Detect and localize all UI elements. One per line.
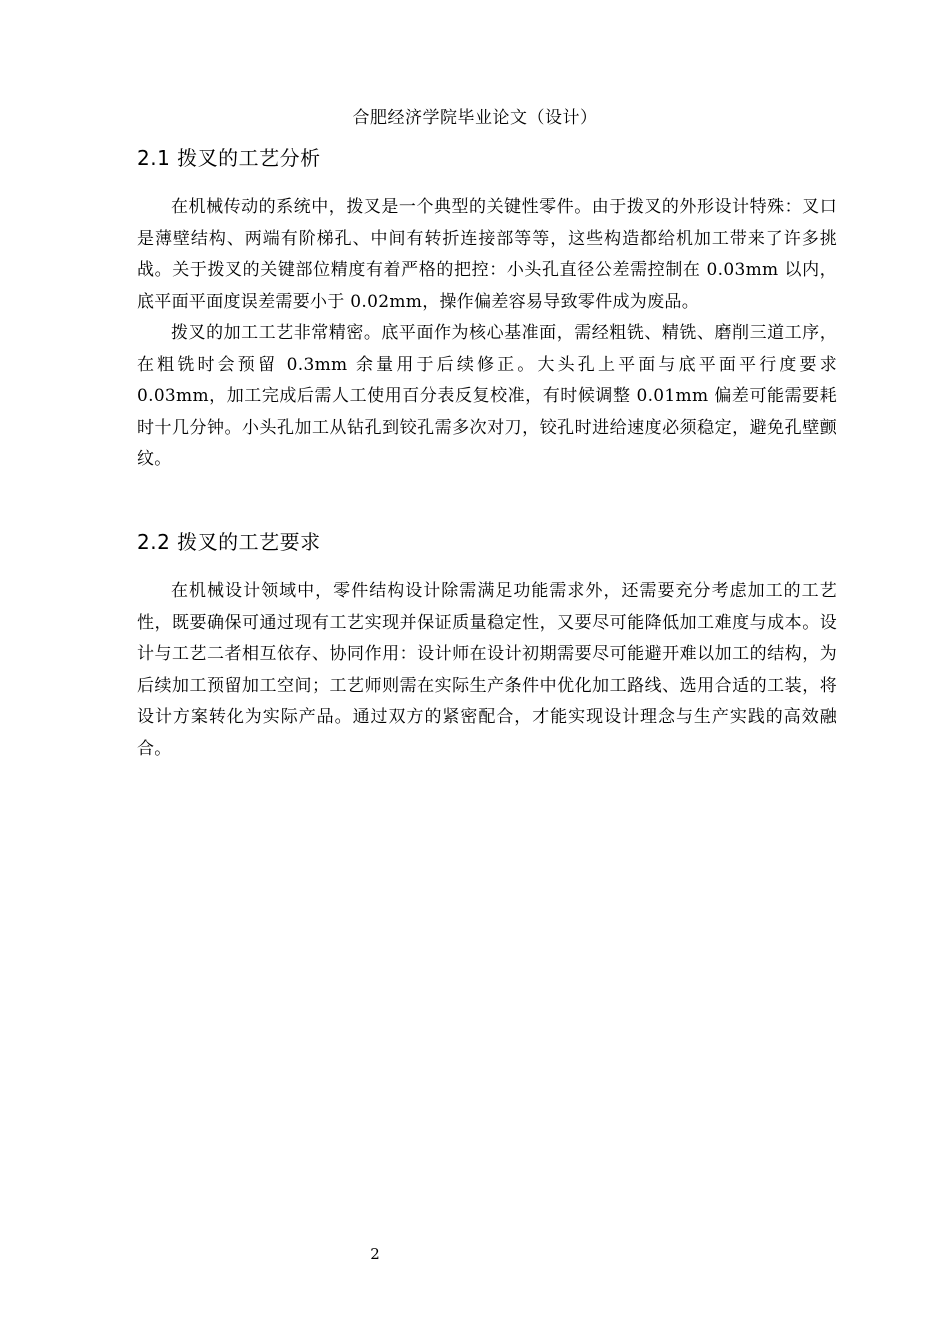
running-header: 合肥经济学院毕业论文（设计） bbox=[352, 108, 598, 128]
section-heading: 2.2 拨叉的工艺要求 bbox=[137, 530, 321, 554]
page-number: 2 bbox=[370, 1245, 380, 1263]
section-heading: 2.1 拨叉的工艺分析 bbox=[137, 146, 321, 170]
paragraph: 在机械传动的系统中，拨叉是一个典型的关键性零件。由于拨叉的外形设计特殊：叉口是薄壁结构、两端有阶梯孔、中间有转折连接部等等，这些构造都给机加工带来了许多挑战。关于拨叉的关键部位精度有着严格的把控：小头孔直径公差需控制在 0.03mm 以内，底平面平面度误差需要小于 0.02mm，操作偏差容易导致零件成为废品。 bbox=[137, 197, 837, 312]
section-2-2 bbox=[137, 528, 837, 765]
section-2-1 bbox=[137, 144, 837, 476]
paragraph: 拨叉的加工工艺非常精密。底平面作为核心基准面，需经粗铣、精铣、磨削三道工序，在粗铣时会预留 0.3mm 余量用于后续修正。大头孔上平面与底平面平行度要求 0.03mm，加工完成后需人工使用百分表反复校准，有时候调整 0.01mm 偏差可能需要耗时十几分钟。小头孔加工从钻孔到铰孔需多次对刀，铰孔时进给速度必须稳定，避免孔壁颤纹。 bbox=[137, 323, 837, 469]
paragraph: 在机械设计领域中，零件结构设计除需满足功能需求外，还需要充分考虑加工的工艺性，既要确保可通过现有工艺实现并保证质量稳定性，又要尽可能降低加工难度与成本。设计与工艺二者相互依存、协同作用：设计师在设计初期需要尽可能避开难以加工的结构，为后续加工预留加工空间；工艺师则需在实际生产条件中优化加工路线、选用合适的工装，将设计方案转化为实际产品。通过双方的紧密配合，才能实现设计理念与生产实践的高效融合。 bbox=[137, 581, 837, 759]
